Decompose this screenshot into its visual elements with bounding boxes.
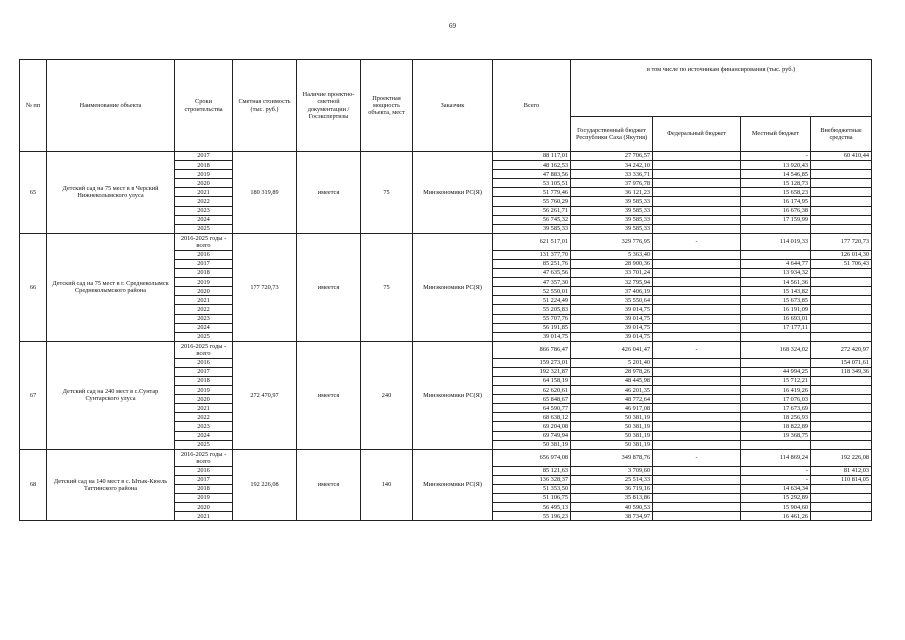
local-budget-cell: 17 076,03 — [741, 395, 811, 404]
year-cell: 2016 — [175, 466, 233, 475]
local-budget-cell: 14 561,36 — [741, 278, 811, 287]
local-budget-cell — [741, 250, 811, 259]
federal-budget-cell — [653, 206, 741, 215]
total-cell: 51 779,46 — [493, 188, 571, 197]
local-budget-cell: 15 658,23 — [741, 188, 811, 197]
federal-budget-cell — [653, 259, 741, 268]
federal-budget-cell — [653, 413, 741, 422]
state-budget-cell: 36 719,16 — [571, 484, 653, 493]
federal-budget-cell — [653, 358, 741, 367]
state-budget-cell: 39 585,33 — [571, 197, 653, 206]
extra-budget-cell — [811, 215, 872, 224]
state-budget-cell: 39 014,75 — [571, 305, 653, 314]
object-number: 66 — [20, 233, 47, 341]
extra-budget-cell — [811, 440, 872, 449]
local-budget-cell: 16 676,38 — [741, 206, 811, 215]
year-cell: 2020 — [175, 395, 233, 404]
local-budget-cell: 16 461,26 — [741, 512, 811, 521]
local-budget-cell: 15 292,89 — [741, 494, 811, 503]
local-budget-cell: 16 191,09 — [741, 305, 811, 314]
year-cell: 2018 — [175, 161, 233, 170]
federal-budget-cell — [653, 422, 741, 431]
total-cell: 64 158,19 — [493, 376, 571, 385]
federal-budget-cell — [653, 386, 741, 395]
year-cell: 2017 — [175, 152, 233, 161]
total-cell: 56 191,85 — [493, 323, 571, 332]
state-budget-cell: 36 121,23 — [571, 188, 653, 197]
federal-budget-cell — [653, 296, 741, 305]
year-cell: 2023 — [175, 206, 233, 215]
total-cell: 621 517,01 — [493, 233, 571, 250]
local-budget-cell — [741, 358, 811, 367]
extra-budget-cell: 110 814,05 — [811, 475, 872, 484]
extra-budget-cell — [811, 197, 872, 206]
state-budget-cell: 38 734,97 — [571, 512, 653, 521]
extra-budget-cell — [811, 484, 872, 493]
extra-budget-cell: 154 071,61 — [811, 358, 872, 367]
capacity: 75 — [361, 233, 413, 341]
table-total-row — [20, 449, 872, 466]
total-cell: 192 321,87 — [493, 367, 571, 376]
col-header-docs: Наличие проектно-сметной документации /Госэкспертизы — [297, 60, 361, 152]
state-budget-cell: 37 406,19 — [571, 287, 653, 296]
local-budget-cell: 16 419,26 — [741, 386, 811, 395]
table-total-row — [20, 233, 872, 250]
total-cell: 47 635,56 — [493, 269, 571, 278]
total-cell: 55 196,23 — [493, 512, 571, 521]
col-header-term: Сроки строительства — [175, 60, 233, 152]
col-header-cost: Сметная стоимость (тыс. руб.) — [233, 60, 297, 152]
estimated-cost: 180 319,89 — [233, 152, 297, 234]
state-budget-cell: 35 550,64 — [571, 296, 653, 305]
object-name: Детский сад на 75 мест в в Черский Нижнеколымского улуса — [47, 152, 175, 234]
documentation-status: имеется — [297, 152, 361, 234]
extra-budget-cell: 118 349,36 — [811, 367, 872, 376]
federal-budget-cell — [653, 512, 741, 521]
object-name: Детский сад на 240 мест в с.Сунтар Сунтарского улуса — [47, 341, 175, 449]
total-cell: 47 883,56 — [493, 170, 571, 179]
state-budget-cell: 39 585,33 — [571, 215, 653, 224]
local-budget-cell: 16 693,01 — [741, 314, 811, 323]
year-cell: 2019 — [175, 170, 233, 179]
federal-budget-cell — [653, 250, 741, 259]
total-cell: 51 353,50 — [493, 484, 571, 493]
extra-budget-cell — [811, 376, 872, 385]
extra-budget-cell — [811, 494, 872, 503]
federal-budget-cell — [653, 323, 741, 332]
state-budget-cell: 50 381,19 — [571, 413, 653, 422]
total-cell: 85 251,76 — [493, 259, 571, 268]
federal-budget-cell — [653, 197, 741, 206]
local-budget-cell: 15 904,60 — [741, 503, 811, 512]
extra-budget-cell — [811, 179, 872, 188]
federal-budget-cell — [653, 224, 741, 233]
year-cell: 2020 — [175, 503, 233, 512]
total-cell: 62 620,61 — [493, 386, 571, 395]
customer: Минэкономики РС(Я) — [413, 449, 493, 521]
year-cell: 2021 — [175, 404, 233, 413]
object-number: 67 — [20, 341, 47, 449]
local-budget-cell: - — [741, 466, 811, 475]
local-budget-cell: 17 673,69 — [741, 404, 811, 413]
state-budget-cell: 50 381,19 — [571, 422, 653, 431]
estimated-cost: 192 226,08 — [233, 449, 297, 521]
year-cell: 2021 — [175, 188, 233, 197]
year-cell: 2022 — [175, 197, 233, 206]
documentation-status: имеется — [297, 449, 361, 521]
extra-budget-cell — [811, 161, 872, 170]
object-name: Детский сад на 75 мест в г. Среднеколымск Среднеколымского района — [47, 233, 175, 341]
local-budget-cell: 16 174,95 — [741, 197, 811, 206]
local-budget-cell: 15 143,82 — [741, 287, 811, 296]
object-number: 68 — [20, 449, 47, 521]
local-budget-cell: 14 546,85 — [741, 170, 811, 179]
local-budget-cell: 44 994,25 — [741, 367, 811, 376]
total-cell: 50 381,19 — [493, 440, 571, 449]
state-budget-cell: 426 041,47 — [571, 341, 653, 358]
federal-budget-cell — [653, 278, 741, 287]
col-header-capacity: Проектная мощность объекта, мест — [361, 60, 413, 152]
table-row — [20, 152, 872, 161]
year-cell: 2023 — [175, 422, 233, 431]
year-cell: 2020 — [175, 287, 233, 296]
customer: Минэкономики РС(Я) — [413, 233, 493, 341]
federal-budget-cell — [653, 170, 741, 179]
federal-budget-cell — [653, 395, 741, 404]
extra-budget-cell — [811, 404, 872, 413]
federal-budget-cell — [653, 431, 741, 440]
total-cell: 69 749,94 — [493, 431, 571, 440]
total-cell: 52 550,01 — [493, 287, 571, 296]
local-budget-cell: - — [741, 152, 811, 161]
state-budget-cell: 48 445,98 — [571, 376, 653, 385]
total-cell: 53 105,51 — [493, 179, 571, 188]
extra-budget-cell — [811, 332, 872, 341]
extra-budget-cell — [811, 413, 872, 422]
col-header-total: Всего — [493, 60, 571, 152]
year-cell: 2016-2025 годы - всего — [175, 341, 233, 358]
total-cell: 69 204,08 — [493, 422, 571, 431]
object-name: Детский сад на 140 мест в с. Ытык-Кюель Таттинского района — [47, 449, 175, 521]
year-cell: 2021 — [175, 296, 233, 305]
state-budget-cell: 39 014,75 — [571, 323, 653, 332]
local-budget-cell: 14 634,34 — [741, 484, 811, 493]
state-budget-cell: 27 706,57 — [571, 152, 653, 161]
object-number: 65 — [20, 152, 47, 234]
year-cell: 2025 — [175, 224, 233, 233]
state-budget-cell: 329 776,95 — [571, 233, 653, 250]
state-budget-cell: 37 976,78 — [571, 179, 653, 188]
state-budget-cell: 39 585,33 — [571, 224, 653, 233]
local-budget-cell: 15 712,21 — [741, 376, 811, 385]
col-header-sources: в том числе по источникам финансирования (тыс. руб.) — [571, 60, 872, 117]
extra-budget-cell: 126 014,30 — [811, 250, 872, 259]
customer: Минэкономики РС(Я) — [413, 341, 493, 449]
total-cell: 56 495,13 — [493, 503, 571, 512]
extra-budget-cell — [811, 287, 872, 296]
col-header-name: Наименование объекта — [47, 60, 175, 152]
year-cell: 2018 — [175, 269, 233, 278]
year-cell: 2016 — [175, 358, 233, 367]
extra-budget-cell — [811, 314, 872, 323]
extra-budget-cell — [811, 503, 872, 512]
state-budget-cell: 35 813,86 — [571, 494, 653, 503]
state-budget-cell: 39 014,75 — [571, 332, 653, 341]
total-cell: 85 121,63 — [493, 466, 571, 475]
extra-budget-cell — [811, 305, 872, 314]
total-cell: 39 014,75 — [493, 332, 571, 341]
col-header-federal: Федеральный бюджет — [653, 117, 741, 152]
local-budget-cell — [741, 440, 811, 449]
total-cell: 55 760,29 — [493, 197, 571, 206]
state-budget-cell: 33 701,24 — [571, 269, 653, 278]
local-budget-cell: 114 869,24 — [741, 449, 811, 466]
customer: Минэкономики РС(Я) — [413, 152, 493, 234]
year-cell: 2018 — [175, 484, 233, 493]
federal-budget-cell — [653, 466, 741, 475]
state-budget-cell: 39 014,75 — [571, 314, 653, 323]
year-cell: 2022 — [175, 413, 233, 422]
state-budget-cell: 32 795,94 — [571, 278, 653, 287]
estimated-cost: 272 470,97 — [233, 341, 297, 449]
federal-budget-cell — [653, 161, 741, 170]
year-cell: 2019 — [175, 278, 233, 287]
local-budget-cell: 13 920,43 — [741, 161, 811, 170]
total-cell: 64 590,77 — [493, 404, 571, 413]
total-cell: 39 585,33 — [493, 224, 571, 233]
total-cell: 65 848,67 — [493, 395, 571, 404]
total-cell: 131 377,70 — [493, 250, 571, 259]
total-cell: 48 162,53 — [493, 161, 571, 170]
extra-budget-cell — [811, 296, 872, 305]
federal-budget-cell: - — [653, 233, 741, 250]
year-cell: 2023 — [175, 314, 233, 323]
capacity: 140 — [361, 449, 413, 521]
year-cell: 2016-2025 годы - всего — [175, 233, 233, 250]
total-cell: 656 974,08 — [493, 449, 571, 466]
federal-budget-cell — [653, 367, 741, 376]
extra-budget-cell — [811, 323, 872, 332]
year-cell: 2019 — [175, 386, 233, 395]
total-cell: 55 205,83 — [493, 305, 571, 314]
total-cell: 51 224,49 — [493, 296, 571, 305]
col-header-extra: Внебюджетные средства — [811, 117, 872, 152]
extra-budget-cell: 81 412,03 — [811, 466, 872, 475]
extra-budget-cell — [811, 395, 872, 404]
federal-budget-cell — [653, 314, 741, 323]
local-budget-cell: 15 128,73 — [741, 179, 811, 188]
state-budget-cell: 349 878,76 — [571, 449, 653, 466]
year-cell: 2025 — [175, 332, 233, 341]
local-budget-cell: - — [741, 475, 811, 484]
state-budget-cell: 50 381,19 — [571, 440, 653, 449]
state-budget-cell: 40 590,53 — [571, 503, 653, 512]
capacity: 240 — [361, 341, 413, 449]
year-cell: 2025 — [175, 440, 233, 449]
extra-budget-cell — [811, 188, 872, 197]
federal-budget-cell — [653, 484, 741, 493]
federal-budget-cell — [653, 503, 741, 512]
estimated-cost: 177 720,73 — [233, 233, 297, 341]
state-budget-cell: 25 514,33 — [571, 475, 653, 484]
federal-budget-cell — [653, 179, 741, 188]
state-budget-cell: 46 201,35 — [571, 386, 653, 395]
table-total-row — [20, 341, 872, 358]
extra-budget-cell — [811, 170, 872, 179]
total-cell: 56 745,32 — [493, 215, 571, 224]
extra-budget-cell — [811, 224, 872, 233]
state-budget-cell: 28 900,36 — [571, 259, 653, 268]
col-header-state: Государственный бюджет Республики Саха (Якутия) — [571, 117, 653, 152]
federal-budget-cell — [653, 287, 741, 296]
local-budget-cell: 114 019,33 — [741, 233, 811, 250]
local-budget-cell: 13 934,32 — [741, 269, 811, 278]
state-budget-cell: 28 978,26 — [571, 367, 653, 376]
total-cell: 55 707,76 — [493, 314, 571, 323]
table-body — [20, 152, 872, 521]
federal-budget-cell: - — [653, 449, 741, 466]
local-budget-cell: 15 673,85 — [741, 296, 811, 305]
col-header-customer: Заказчик — [413, 60, 493, 152]
federal-budget-cell — [653, 494, 741, 503]
state-budget-cell: 48 772,64 — [571, 395, 653, 404]
local-budget-cell: 18 822,89 — [741, 422, 811, 431]
total-cell: 159 273,01 — [493, 358, 571, 367]
federal-budget-cell — [653, 269, 741, 278]
year-cell: 2024 — [175, 431, 233, 440]
year-cell: 2021 — [175, 512, 233, 521]
federal-budget-cell — [653, 404, 741, 413]
documentation-status: имеется — [297, 233, 361, 341]
local-budget-cell: 168 324,02 — [741, 341, 811, 358]
year-cell: 2017 — [175, 259, 233, 268]
federal-budget-cell — [653, 152, 741, 161]
local-budget-cell: 17 159,99 — [741, 215, 811, 224]
extra-budget-cell — [811, 278, 872, 287]
total-cell: 47 357,30 — [493, 278, 571, 287]
state-budget-cell: 50 381,19 — [571, 431, 653, 440]
local-budget-cell: 4 644,77 — [741, 259, 811, 268]
year-cell: 2020 — [175, 179, 233, 188]
total-cell: 56 261,71 — [493, 206, 571, 215]
year-cell: 2019 — [175, 494, 233, 503]
total-cell: 866 786,47 — [493, 341, 571, 358]
local-budget-cell: 18 256,93 — [741, 413, 811, 422]
federal-budget-cell — [653, 440, 741, 449]
total-cell: 88 117,01 — [493, 152, 571, 161]
documentation-status: имеется — [297, 341, 361, 449]
state-budget-cell: 33 336,71 — [571, 170, 653, 179]
capacity: 75 — [361, 152, 413, 234]
extra-budget-cell — [811, 206, 872, 215]
local-budget-cell: 19 368,75 — [741, 431, 811, 440]
state-budget-cell: 5 201,40 — [571, 358, 653, 367]
state-budget-cell: 5 363,40 — [571, 250, 653, 259]
extra-budget-cell: 272 420,97 — [811, 341, 872, 358]
total-cell: 136 328,37 — [493, 475, 571, 484]
year-cell: 2018 — [175, 376, 233, 385]
extra-budget-cell — [811, 431, 872, 440]
year-cell: 2016 — [175, 250, 233, 259]
state-budget-cell: 39 585,33 — [571, 206, 653, 215]
federal-budget-cell: - — [653, 341, 741, 358]
federal-budget-cell — [653, 376, 741, 385]
local-budget-cell — [741, 332, 811, 341]
federal-budget-cell — [653, 332, 741, 341]
financing-table — [19, 59, 872, 521]
year-cell: 2024 — [175, 323, 233, 332]
local-budget-cell: 17 177,11 — [741, 323, 811, 332]
extra-budget-cell: 177 720,73 — [811, 233, 872, 250]
local-budget-cell — [741, 224, 811, 233]
state-budget-cell: 34 242,10 — [571, 161, 653, 170]
federal-budget-cell — [653, 475, 741, 484]
extra-budget-cell — [811, 422, 872, 431]
federal-budget-cell — [653, 188, 741, 197]
extra-budget-cell: 51 706,43 — [811, 259, 872, 268]
extra-budget-cell — [811, 386, 872, 395]
year-cell: 2017 — [175, 475, 233, 484]
total-cell: 51 106,75 — [493, 494, 571, 503]
federal-budget-cell — [653, 305, 741, 314]
col-header-num: № пп — [20, 60, 47, 152]
col-header-local: Местный бюджет — [741, 117, 811, 152]
year-cell: 2022 — [175, 305, 233, 314]
extra-budget-cell — [811, 269, 872, 278]
year-cell: 2016-2025 годы - всего — [175, 449, 233, 466]
total-cell: 68 638,12 — [493, 413, 571, 422]
year-cell: 2017 — [175, 367, 233, 376]
state-budget-cell: 46 917,08 — [571, 404, 653, 413]
federal-budget-cell — [653, 215, 741, 224]
extra-budget-cell — [811, 512, 872, 521]
state-budget-cell: 3 709,60 — [571, 466, 653, 475]
page-number: 69 — [449, 22, 456, 30]
extra-budget-cell: 60 410,44 — [811, 152, 872, 161]
extra-budget-cell: 192 226,08 — [811, 449, 872, 466]
year-cell: 2024 — [175, 215, 233, 224]
